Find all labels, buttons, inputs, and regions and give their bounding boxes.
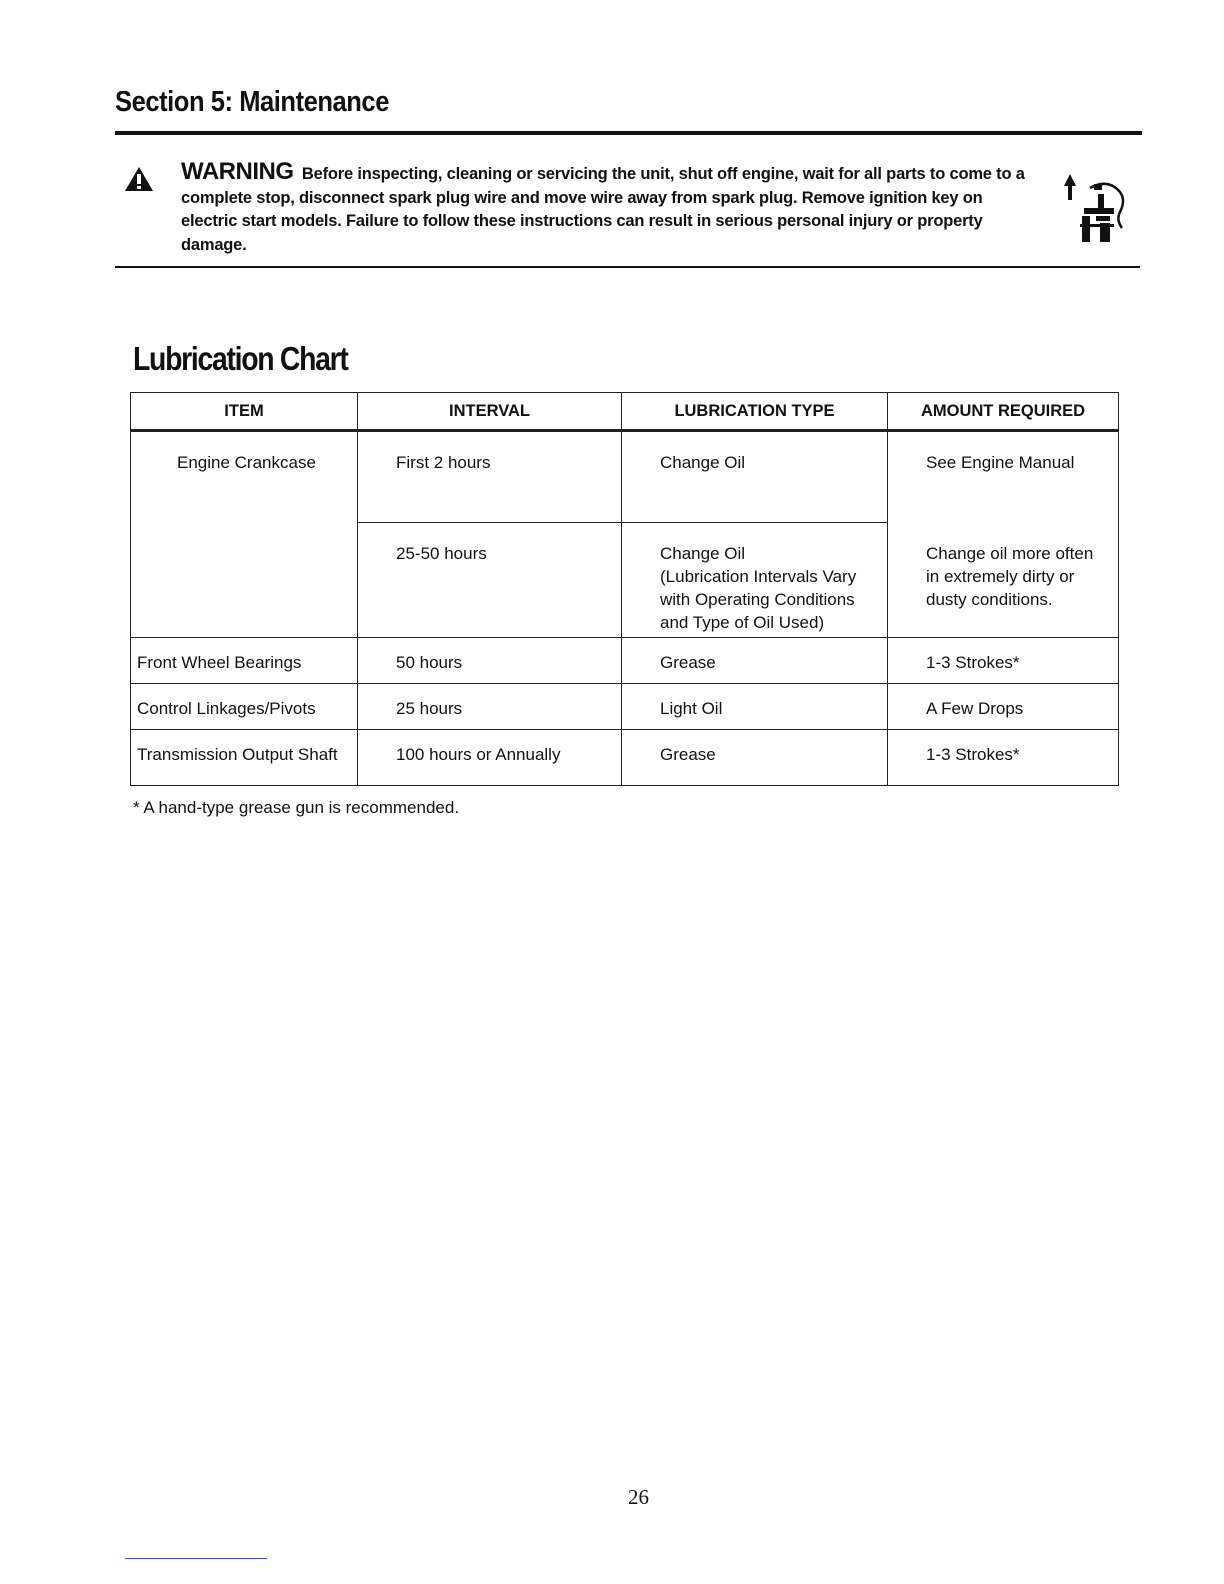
chart-title: Lubrication Chart (133, 340, 348, 377)
amount-cell: A Few Drops (888, 684, 1119, 730)
bottom-underline (125, 1558, 267, 1559)
spark-plug-disconnect-icon (1060, 168, 1130, 244)
amount-cell: See Engine Manual (888, 431, 1119, 523)
interval-cell: First 2 hours (358, 431, 622, 523)
amount-cell: 1-3 Strokes* (888, 730, 1119, 786)
header-item: ITEM (131, 393, 358, 431)
item-cell: Control Linkages/Pivots (131, 684, 358, 730)
lubrication-table (130, 392, 1119, 786)
warning-triangle-icon (124, 166, 154, 192)
warning-label: WARNING (181, 158, 294, 185)
item-cell: Transmission Output Shaft (131, 730, 358, 786)
table-row (131, 431, 1119, 523)
table-header-row (131, 393, 1119, 431)
item-cell: Front Wheel Bearings (131, 638, 358, 684)
amount-line: Change oil more often (926, 543, 1094, 563)
table-footnote: * A hand-type grease gun is recommended. (133, 798, 460, 817)
item-cell: Engine Crankcase (131, 431, 358, 638)
type-line: (Lubrication Intervals Vary (660, 567, 857, 586)
type-cell: Grease (622, 638, 888, 684)
type-cell: Light Oil (622, 684, 888, 730)
interval-cell: 25 hours (358, 684, 622, 730)
table-row (131, 730, 1119, 786)
header-lubrication-type: LUBRICATION TYPE (622, 393, 888, 431)
interval-cell: 50 hours (358, 638, 622, 684)
interval-cell: 25-50 hours (358, 523, 622, 638)
section-divider (115, 131, 1142, 135)
warning-divider (115, 266, 1140, 268)
warning-notice (181, 160, 1041, 257)
type-cell: Change Oil (622, 431, 888, 523)
type-line: and Type of Oil Used) (660, 613, 825, 632)
page-number: 26 (628, 1485, 649, 1509)
header-interval: INTERVAL (358, 393, 622, 431)
type-line: with Operating Conditions (660, 590, 855, 609)
amount-line: in extremely dirty or (926, 566, 1075, 586)
interval-cell: 100 hours or Annually (358, 730, 622, 786)
header-amount-required: AMOUNT REQUIRED (888, 393, 1119, 431)
table-row (131, 638, 1119, 684)
amount-cell (888, 523, 1119, 638)
amount-cell: 1-3 Strokes* (888, 638, 1119, 684)
type-cell: Grease (622, 730, 888, 786)
table-row (131, 684, 1119, 730)
warning-text: Before inspecting, cleaning or servicing the unit, shut off engine, wait for all parts to come to a complete stop, disconnect spark plug wire and move wire away from spark plug. Remove ignition key on electric start models. Failure to follow these instructions can result in serious personal injury or property damage. (181, 165, 1025, 254)
amount-line: dusty conditions. (926, 589, 1053, 609)
section-title: Section 5: Maintenance (115, 86, 389, 118)
type-line: Change Oil (660, 544, 746, 563)
type-cell (622, 523, 888, 638)
